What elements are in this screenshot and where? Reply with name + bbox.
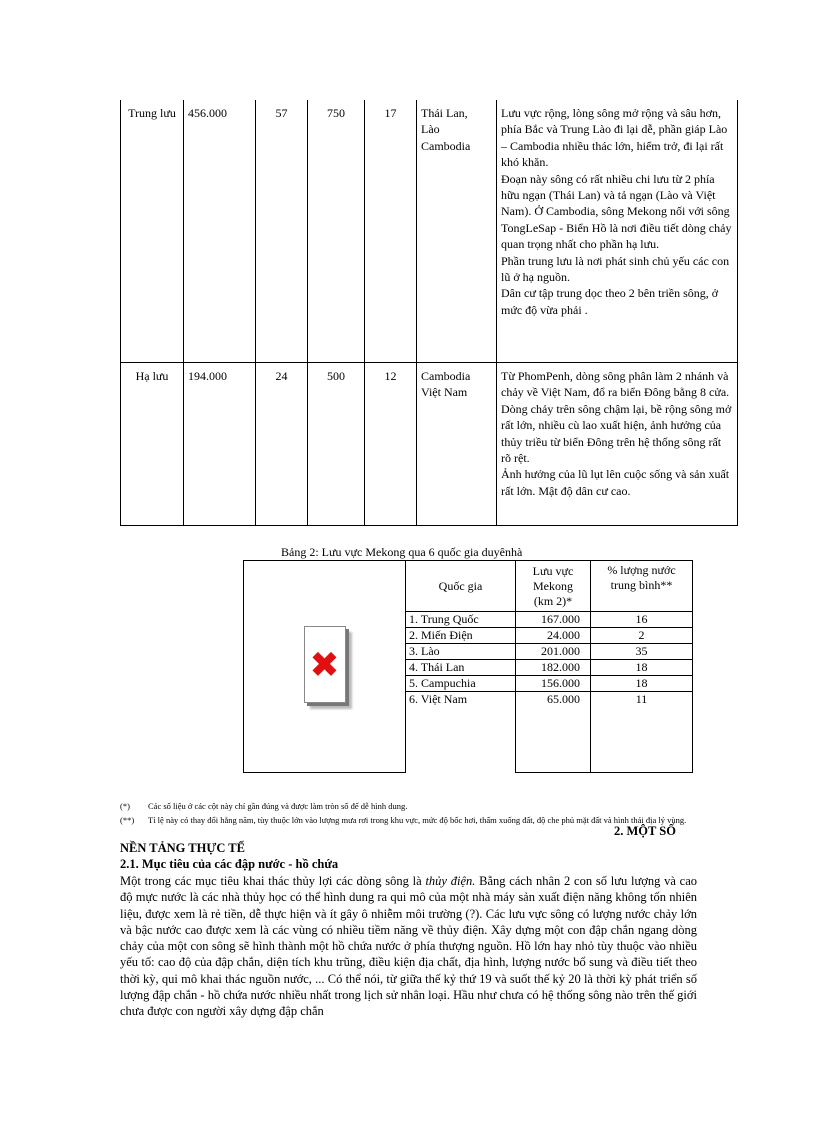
footnote-mark: (*): [120, 801, 130, 811]
footnote: [120, 800, 720, 812]
segment-cell: Trung lưu: [121, 100, 184, 363]
value-cell: 500: [308, 363, 365, 526]
footnote-text: Các số liệu ở các cột này chỉ gần đúng và được làm tròn số để dễ hình dung.: [148, 801, 408, 811]
broken-image-placeholder: [244, 561, 406, 773]
table-row: [121, 363, 738, 526]
body-paragraph: [120, 873, 697, 1020]
header-area: Lưu vực Mekong (km 2)*: [516, 561, 591, 612]
countries-cell: Thái Lan, Lào Cambodia: [417, 100, 497, 363]
area-cell: 456.000: [184, 100, 256, 363]
value-cell: 24: [256, 363, 308, 526]
water-cell: 11: [591, 692, 693, 773]
value-cell: 57: [256, 100, 308, 363]
table-caption: Bảng 2: Lưu vực Mekong qua 6 quốc gia duyênhà: [281, 545, 523, 559]
value-cell: 12: [365, 363, 417, 526]
area-cell: 167.000: [516, 612, 591, 628]
broken-image-icon: ✖: [304, 626, 346, 703]
header-country: Quốc gia: [406, 561, 516, 612]
basin-country-table: [243, 560, 693, 773]
water-cell: 16: [591, 612, 693, 628]
water-cell: 18: [591, 676, 693, 692]
section-title-part1: 2. MỘT SỐ: [614, 824, 676, 838]
water-cell: 18: [591, 660, 693, 676]
country-cell: 4. Thái Lan: [406, 660, 516, 676]
country-cell: 5. Campuchia: [406, 676, 516, 692]
country-cell: 3. Lào: [406, 644, 516, 660]
country-cell: 6. Việt Nam: [406, 692, 516, 773]
header-water: % lượng nước trung bình**: [591, 561, 693, 612]
value-cell: 750: [308, 100, 365, 363]
water-cell: 2: [591, 628, 693, 644]
paragraph-emphasis: thủy điện.: [425, 874, 476, 888]
table-header-row: [244, 561, 693, 612]
area-cell: 182.000: [516, 660, 591, 676]
footnotes: [120, 800, 720, 826]
country-cell: 1. Trung Quốc: [406, 612, 516, 628]
area-cell: 201.000: [516, 644, 591, 660]
value-cell: 17: [365, 100, 417, 363]
footnote-mark: (**): [120, 815, 135, 825]
subsection-title: 2.1. Mục tiêu của các đập nước - hồ chứa: [120, 857, 339, 871]
section-title-part2: NỀN TẢNG THỰC TẾ: [120, 841, 245, 855]
segment-cell: Hạ lưu: [121, 363, 184, 526]
paragraph-text: Một trong các mục tiêu khai thác thủy lợi các dòng sông là: [120, 874, 426, 888]
area-cell: 156.000: [516, 676, 591, 692]
description-cell: Từ PhomPenh, dòng sông phân làm 2 nhánh và chảy về Việt Nam, đổ ra biển Đông bằng 8 cửa. Dòng chảy trên sông chậm lại, bề rộng sông mở rất lớn, nhiều cù lao xuất hiện, ảnh hưởng của thủy triều từ biển Đông trên hệ thống sông rất rõ rệt. Ảnh hưởng của lũ lụt lên cuộc sống và sản xuất rất lớn. Mật độ dân cư cao.: [497, 363, 738, 526]
country-cell: 2. Miến Điện: [406, 628, 516, 644]
description-cell: Lưu vực rộng, lòng sông mở rộng và sâu hơn, phía Bắc và Trung Lào đi lại dễ, phần giáp Lào – Cambodia nhiều thác lớn, hiểm trở, đi lại rất khó khăn. Đoạn này sông có rất nhiều chi lưu từ 2 phía hữu ngạn (Thái Lan) và tả ngạn (Lào và Việt Nam). Ở Cambodia, sông Mekong nối với sông TongLeSap - Biển Hồ là nơi điều tiết dòng chảy quan trọng nhất cho phần hạ lưu. Phần trung lưu là nơi phát sinh chủ yếu các con lũ ở hạ nguồn. Dân cư tập trung dọc theo 2 bên triền sông, ở mức độ vừa phải .: [497, 100, 738, 363]
water-cell: 35: [591, 644, 693, 660]
table-row: [121, 100, 738, 363]
footnote-text: Tỉ lệ này có thay đổi hằng năm, tùy thuộc lớn vào lượng mưa rơi trong khu vực, mức độ bốc hơi, thấm xuống đất, độ che phủ mặt đất và hình thái địa lý vùng.: [148, 815, 687, 825]
river-segment-table: [120, 100, 738, 526]
area-cell: 65.000: [516, 692, 591, 773]
countries-cell: Cambodia Việt Nam: [417, 363, 497, 526]
area-cell: 24.000: [516, 628, 591, 644]
paragraph-text: Bằng cách nhân 2 con số lưu lượng và cao độ mực nước là các nhà thủy học có thể hình dung ra qui mô của một nhà máy sản xuất điện năng không tốn nhiên liệu, được xem là rẻ tiền, dễ thực hiện và ít gây ô nhiễm môi trường (?). Các lưu vực sông có lượng nước chảy lớn và bậc nước cao được xem là các vùng có nhiều tiềm năng về thủy điện. Xây dựng một con đập chắn ngang dòng chảy của một con sông sẽ hình thành một hồ chứa nước ở phía thượng nguồn. Hồ lớn hay nhỏ tùy thuộc vào nhiều yếu tố: cao độ của đập chắn, diện tích khu trũng, điều kiện địa chất, địa hình, lượng nước bổ sung và điều tiết theo thời kỳ, qui mô khai thác nguồn nước, ... Có thể nói, từ giữa thế kỷ thứ 19 và suốt thế kỷ 20 là thời kỳ phát triển số lượng đập chắn - hồ chứa nước nhiều nhất trong lịch sử nhân loại. Hầu như chưa có hệ thống sông nào trên thế giới chưa được con người xây dựng đập chắn: [120, 874, 698, 1019]
area-cell: 194.000: [184, 363, 256, 526]
